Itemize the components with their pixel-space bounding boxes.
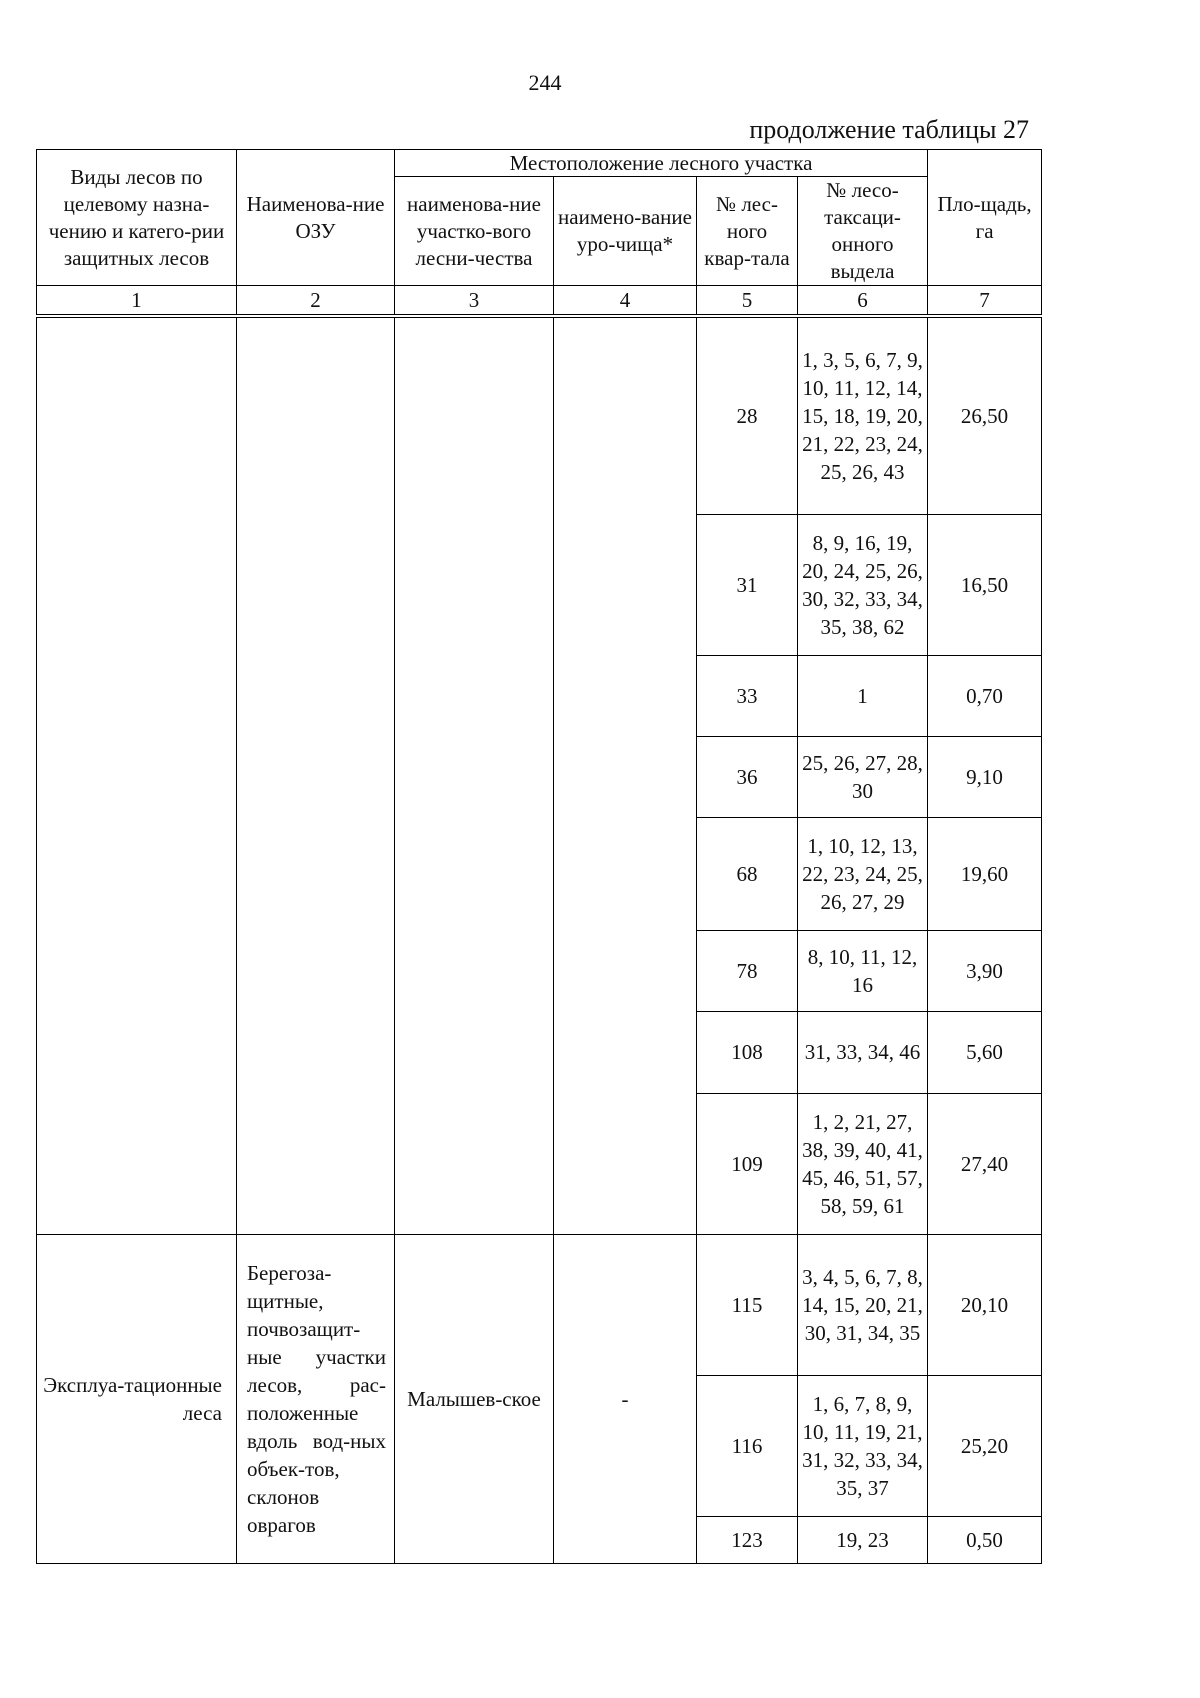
column-number: 7 xyxy=(928,286,1042,317)
area-cell: 0,70 xyxy=(928,655,1042,736)
plot-cell: 1, 2, 21, 27, 38, 39, 40, 41, 45, 46, 51, 57, 58, 59, 61 xyxy=(798,1093,928,1234)
header-quarter: № лес-ного квар-тала xyxy=(697,177,798,286)
quarter-cell: 78 xyxy=(697,930,798,1011)
area-cell: 19,60 xyxy=(928,817,1042,930)
plot-cell: 19, 23 xyxy=(798,1516,928,1563)
header-forestry: наименова-ние участко-вого лесни-чества xyxy=(395,177,554,286)
table-row xyxy=(37,316,1042,514)
quarter-cell: 116 xyxy=(697,1375,798,1516)
plot-cell: 3, 4, 5, 6, 7, 8, 14, 15, 20, 21, 30, 31, 34, 35 xyxy=(798,1234,928,1375)
quarter-cell: 33 xyxy=(697,655,798,736)
area-cell: 9,10 xyxy=(928,736,1042,817)
quarter-cell: 115 xyxy=(697,1234,798,1375)
column-number: 4 xyxy=(554,286,697,317)
plot-cell: 1 xyxy=(798,655,928,736)
area-cell: 26,50 xyxy=(928,316,1042,514)
header-plot: № лесо-таксаци-онного выдела xyxy=(798,177,928,286)
header-row-top xyxy=(37,150,1042,177)
plot-cell: 1, 6, 7, 8, 9, 10, 11, 19, 21, 31, 32, 33, 34, 35, 37 xyxy=(798,1375,928,1516)
header-location-group: Местоположение лесного участка xyxy=(395,150,928,177)
area-cell: 0,50 xyxy=(928,1516,1042,1563)
empty-forestry-cell xyxy=(395,316,554,1234)
tract-cell: - xyxy=(554,1234,697,1563)
plot-cell: 1, 3, 5, 6, 7, 9, 10, 11, 12, 14, 15, 18, 19, 20, 21, 22, 23, 24, 25, 26, 43 xyxy=(798,316,928,514)
quarter-cell: 36 xyxy=(697,736,798,817)
quarter-cell: 28 xyxy=(697,316,798,514)
table-continuation-label: продолжение таблицы 27 xyxy=(749,115,1029,144)
header-ozu-name: Наименова-ние ОЗУ xyxy=(237,150,395,286)
header-area: Пло-щадь, га xyxy=(928,150,1042,286)
area-cell: 16,50 xyxy=(928,514,1042,655)
column-number: 1 xyxy=(37,286,237,317)
plot-cell: 25, 26, 27, 28, 30 xyxy=(798,736,928,817)
area-cell: 20,10 xyxy=(928,1234,1042,1375)
header-tract: наимено-вание уро-чища* xyxy=(554,177,697,286)
plot-cell: 31, 33, 34, 46 xyxy=(798,1011,928,1093)
empty-forest-type-cell xyxy=(37,316,237,1234)
forest-plots-table xyxy=(36,149,1042,1564)
area-cell: 3,90 xyxy=(928,930,1042,1011)
ozu-name-cell: Берегоза-щитные, почвозащит-ные участки лесов, рас-положенные вдоль вод-ных объек-тов, склонов оврагов xyxy=(237,1234,395,1563)
quarter-cell: 123 xyxy=(697,1516,798,1563)
area-cell: 25,20 xyxy=(928,1375,1042,1516)
column-number-row xyxy=(37,286,1042,317)
header-forest-type: Виды лесов по целевому назна-чению и катего-рии защитных лесов xyxy=(37,150,237,286)
page-number: 244 xyxy=(528,70,562,95)
empty-tract-cell xyxy=(554,316,697,1234)
empty-ozu-cell xyxy=(237,316,395,1234)
column-number: 5 xyxy=(697,286,798,317)
column-number: 2 xyxy=(237,286,395,317)
column-number: 6 xyxy=(798,286,928,317)
column-number: 3 xyxy=(395,286,554,317)
quarter-cell: 108 xyxy=(697,1011,798,1093)
forestry-cell: Малышев-ское xyxy=(395,1234,554,1563)
area-cell: 27,40 xyxy=(928,1093,1042,1234)
plot-cell: 8, 10, 11, 12, 16 xyxy=(798,930,928,1011)
quarter-cell: 68 xyxy=(697,817,798,930)
forest-type-cell: Эксплуа-тационные леса xyxy=(37,1234,237,1563)
plot-cell: 8, 9, 16, 19, 20, 24, 25, 26, 30, 32, 33, 34, 35, 38, 62 xyxy=(798,514,928,655)
area-cell: 5,60 xyxy=(928,1011,1042,1093)
plot-cell: 1, 10, 12, 13, 22, 23, 24, 25, 26, 27, 29 xyxy=(798,817,928,930)
quarter-cell: 31 xyxy=(697,514,798,655)
table-row xyxy=(37,1234,1042,1375)
quarter-cell: 109 xyxy=(697,1093,798,1234)
